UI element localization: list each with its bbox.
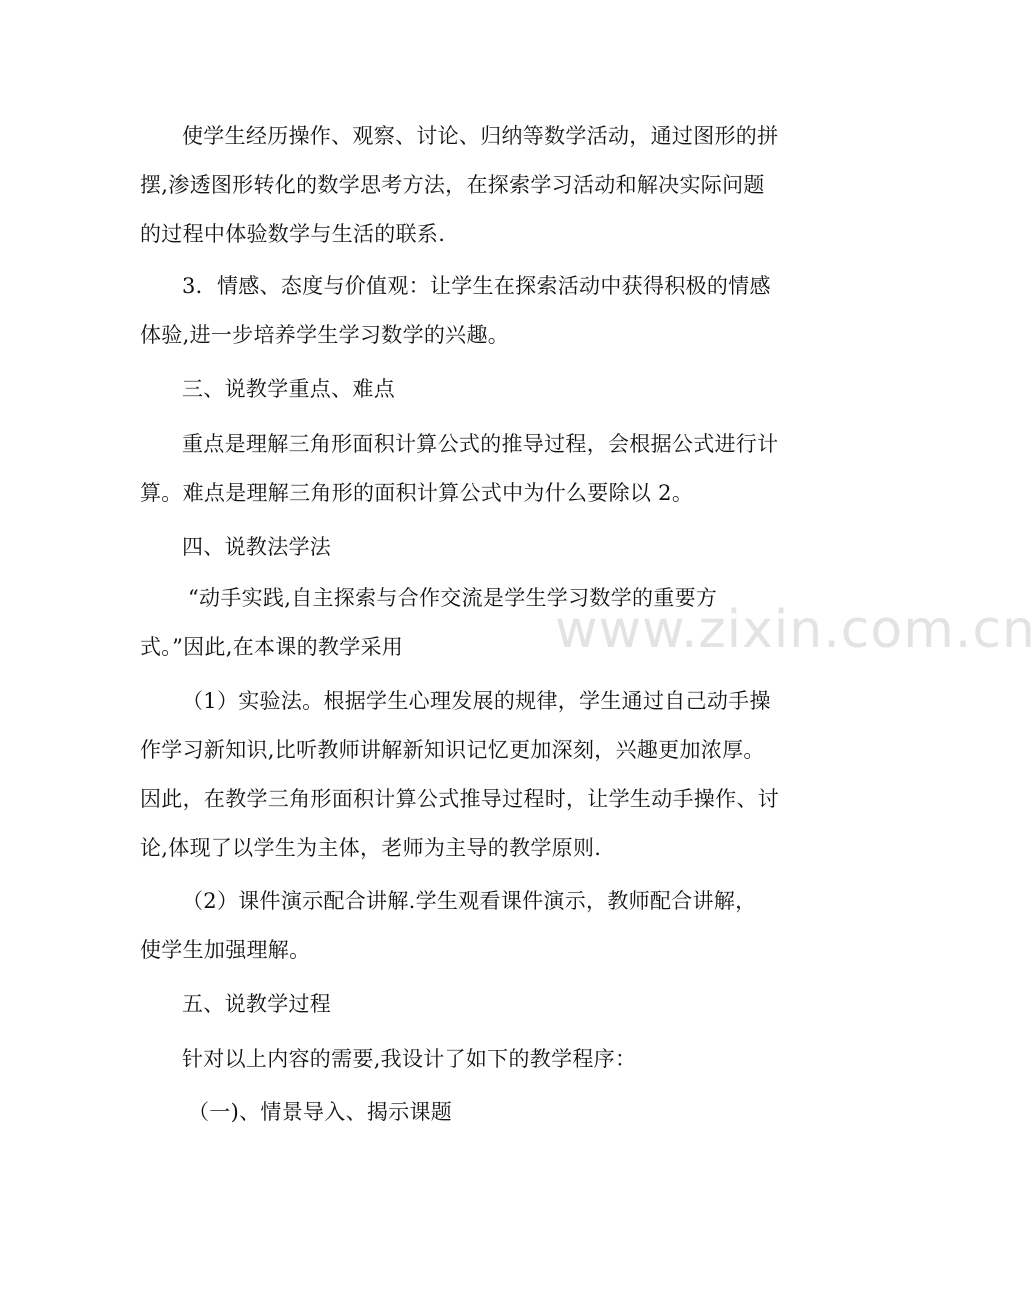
subsection-heading: （一)、情景导入、揭示课题 [188,1100,453,1124]
paragraph-line: 使学生加强理解。 [140,938,311,962]
section-heading: 四、说教法学法 [182,535,332,559]
paragraph-line: （1）实验法。根据学生心理发展的规律，学生通过自己动手操 [182,689,771,713]
paragraph-line: 因此，在教学三角形面积计算公式推导过程时，让学生动手操作、讨 [140,787,779,811]
watermark: www.zixin.com.cn [555,600,1036,660]
paragraph-line: 式。”因此,在本课的教学采用 [140,635,404,659]
paragraph-line: 重点是理解三角形面积计算公式的推导过程，会根据公式进行计 [182,432,779,456]
paragraph-line: 体验,进一步培养学生学习数学的兴趣。 [140,323,510,347]
paragraph-line: 的过程中体验数学与生活的联系. [140,222,446,246]
paragraph-line: 3．情感、态度与价值观：让学生在探索活动中获得积极的情感 [182,274,771,298]
paragraph-line: （2）课件演示配合讲解.学生观看课件演示，教师配合讲解， [182,889,757,913]
paragraph-line: 使学生经历操作、观察、讨论、归纳等数学活动，通过图形的拼 [182,124,779,148]
paragraph-line: 算。难点是理解三角形的面积计算公式中为什么要除以 2。 [140,481,694,505]
paragraph-line: 论,体现了以学生为主体，老师为主导的教学原则. [140,836,602,860]
paragraph-line: 作学习新知识,比听教师讲解新知识记忆更加深刻，兴趣更加浓厚。 [140,738,765,762]
paragraph-line: “动手实践,自主探索与合作交流是学生学习数学的重要方 [188,586,718,610]
section-heading: 三、说教学重点、难点 [182,377,395,401]
paragraph-line: 针对以上内容的需要,我设计了如下的教学程序： [182,1047,637,1071]
section-heading: 五、说教学过程 [182,992,332,1016]
paragraph-line: 摆,渗透图形转化的数学思考方法，在探索学习活动和解决实际问题 [140,173,765,197]
